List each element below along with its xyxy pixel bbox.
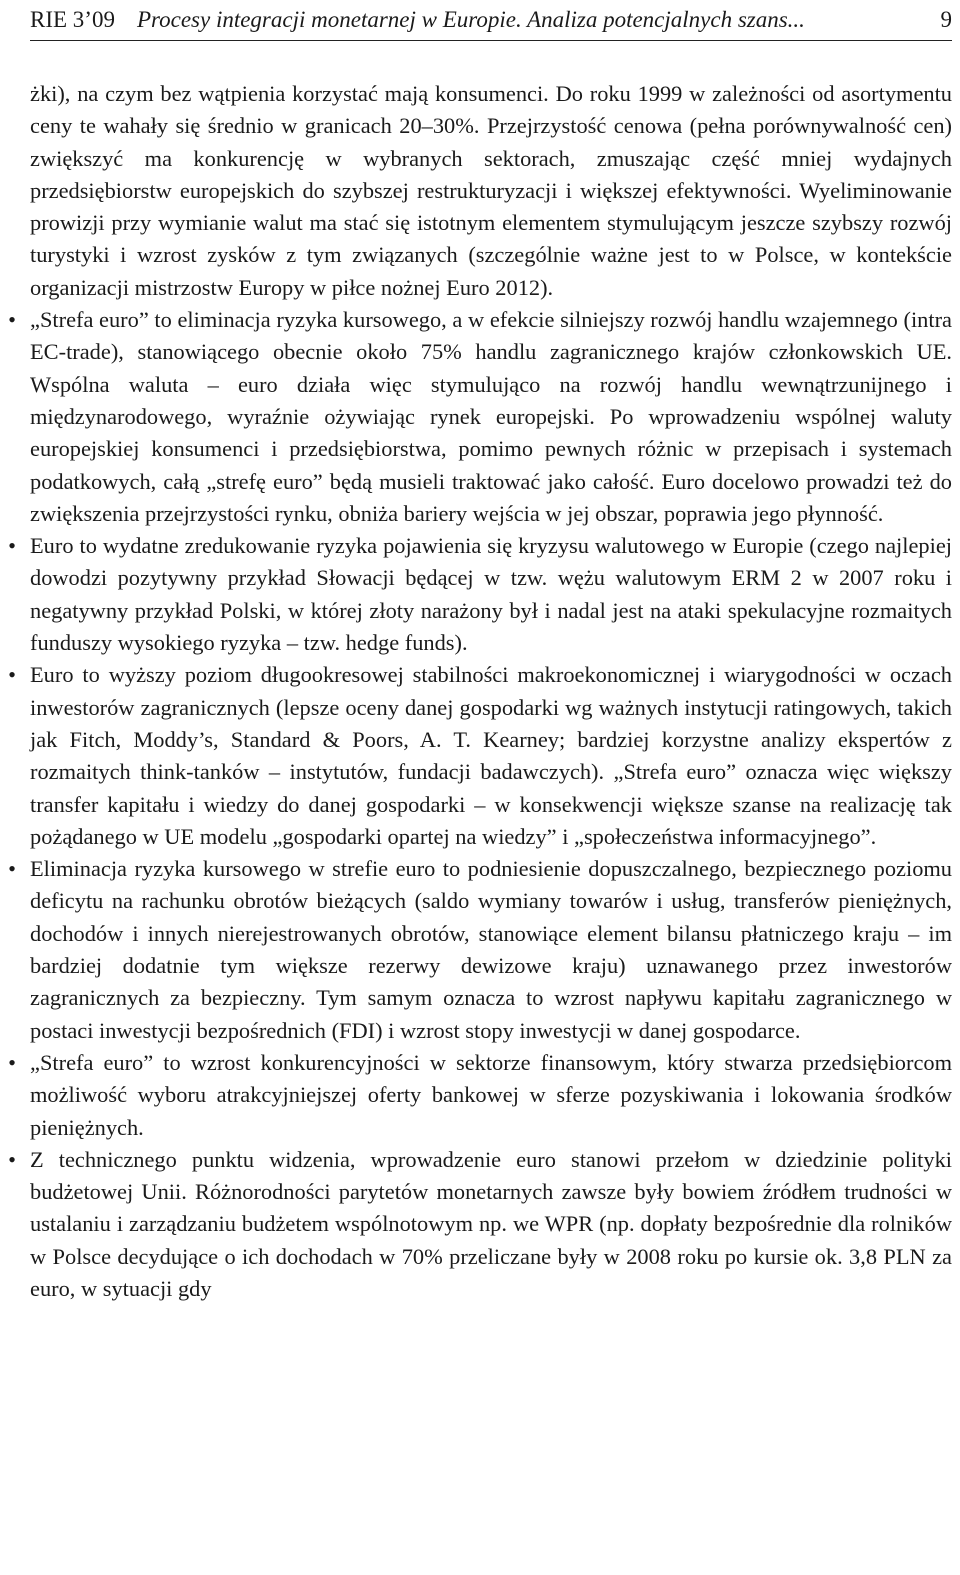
list-item: [8, 530, 952, 659]
list-item-text: Z technicznego punktu widzenia, wprowadzenie euro stanowi przełom w dziedzinie polityki budżetowej Unii. Różnorodności parytetów monetarnych zawsze były bowiem źródłem trudności w ustalaniu i zarządzaniu budżetem wspólnotowym np. we WPR (np. dopłaty bezpośrednie dla rolników w Polsce decydujące o ich dochodach w 70% przeliczane były w 2008 roku po kursie ok. 3,8 PLN za euro, w sytuacji gdy: [30, 1146, 952, 1301]
body-text: [8, 78, 952, 1305]
list-item-text: Eliminacja ryzyka kursowego w strefie euro to podniesienie dopuszczalnego, bezpiecznego poziomu deficytu na rachunku obrotów bieżących (saldo wymiany towarów i usług, transferów pieniężnych, dochodów i innych nierejestrowanych obrotów, stanowiące element bilansu płatniczego kraju – im bardziej dodatnie tym większe rezerwy dewizowe kraju) uznawanego przez inwestorów zagranicznych za bezpieczny. Tym samym oznacza to wzrost napływu kapitału zagranicznego w postaci inwestycji bezpośrednich (FDI) i wzrost stopy inwestycji w danej gospodarce.: [30, 856, 952, 1043]
bullet-icon: •: [8, 1049, 16, 1075]
list-item: [8, 1144, 952, 1305]
document-page: [8, 0, 952, 1305]
list-item-text: Euro to wyższy poziom długookresowej stabilności makroekonomicznej i wiarygodności w oczach inwestorów zagranicznych (lepsze oceny danej gospodarki wg ważnych instytucji ratingowych, takich jak Fitch, Moddy’s, Standard & Poors, A. T. Kearney; bardziej korzystne analizy ekspertów z rozmaitych think-tanków – instytutów, fundacji badawczych). „Strefa euro” oznacza więc większy transfer kapitału i wiedzy do danej gospodarki – w konsekwencji większe szanse na realizację tak pożądanego w UE modelu „gospodarki opartej na wiedzy” i „społeczeństwa informacyjnego”.: [30, 662, 952, 849]
article-title: Procesy integracji monetarnej w Europie. Analiza potencjalnych szans...: [136, 7, 805, 32]
list-item-text: „Strefa euro” to eliminacja ryzyka kursowego, a w efekcie silniejszy rozwój handlu wzajemnego (intra EC-trade), stanowiącego obecnie około 75% handlu zagranicznego krajów członkowskich UE. Wspólna waluta – euro działa więc stymulująco na rozwój handlu wewnątrzunijnego i międzynarodowego, wyraźnie ożywiając rynek europejski. Po wprowadzeniu wspólnej waluty europejskiej konsumenci i przedsiębiorstwa, pomimo pewnych różnic w przepisach i systemach podatkowych, całą „strefę euro” będą musieli traktować jako całość. Euro docelowo prowadzi też do zwiększenia przejrzystości rynku, obniża bariery wejścia w jej obszar, poprawia jego płynność.: [30, 307, 952, 526]
bullet-icon: •: [8, 662, 16, 688]
bullet-icon: •: [8, 856, 16, 882]
list-item: [8, 1047, 952, 1144]
bullet-list: [8, 304, 952, 1305]
journal-issue: RIE 3’09: [30, 7, 115, 32]
bullet-icon: •: [8, 533, 16, 559]
bullet-icon: •: [8, 307, 16, 333]
list-item-text: Euro to wydatne zredukowanie ryzyka pojawienia się kryzysu walutowego w Europie (czego najlepiej dowodzi pozytywny przykład Słowacji będącej w tzw. wężu walutowym ERM 2 w 2007 roku i negatywny przykład Polski, w której złoty narażony był i nadal jest na ataki spekulacyjne rozmaitych funduszy wysokiego ryzyka – tzw. hedge funds).: [30, 533, 952, 656]
list-item: [8, 659, 952, 853]
list-item: [8, 304, 952, 530]
list-item-text: „Strefa euro” to wzrost konkurencyjności w sektorze finansowym, który stwarza przedsiębiorcom możliwość wyboru atrakcyjniejszej oferty bankowej w sferze pozyskiwania i lokowania środków pieniężnych.: [30, 1049, 952, 1140]
page-number: 9: [940, 7, 952, 32]
bullet-icon: •: [8, 1146, 16, 1172]
intro-paragraph: żki), na czym bez wątpienia korzystać mają konsumenci. Do roku 1999 w zależności od asortymentu ceny te wahały się średnio w granicach 20–30%. Przejrzystość cenowa (pełna porównywalność cen) zwiększyć ma konkurencję w wybranych sektorach, zmuszając część mniej wydajnych przedsiębiorstw europejskich do szybszej restrukturyzacji i większej efektywności. Wyeliminowanie prowizji przy wymianie walut ma stać się istotnym elementem stymulującym jeszcze szybszy rozwój turystyki i wzrost zysków z tym związanych (szczególnie ważne jest to w Polsce, w kontekście organizacji mistrzostw Europy w piłce nożnej Euro 2012).: [30, 81, 952, 300]
list-item: [8, 853, 952, 1047]
running-header: [30, 0, 952, 41]
